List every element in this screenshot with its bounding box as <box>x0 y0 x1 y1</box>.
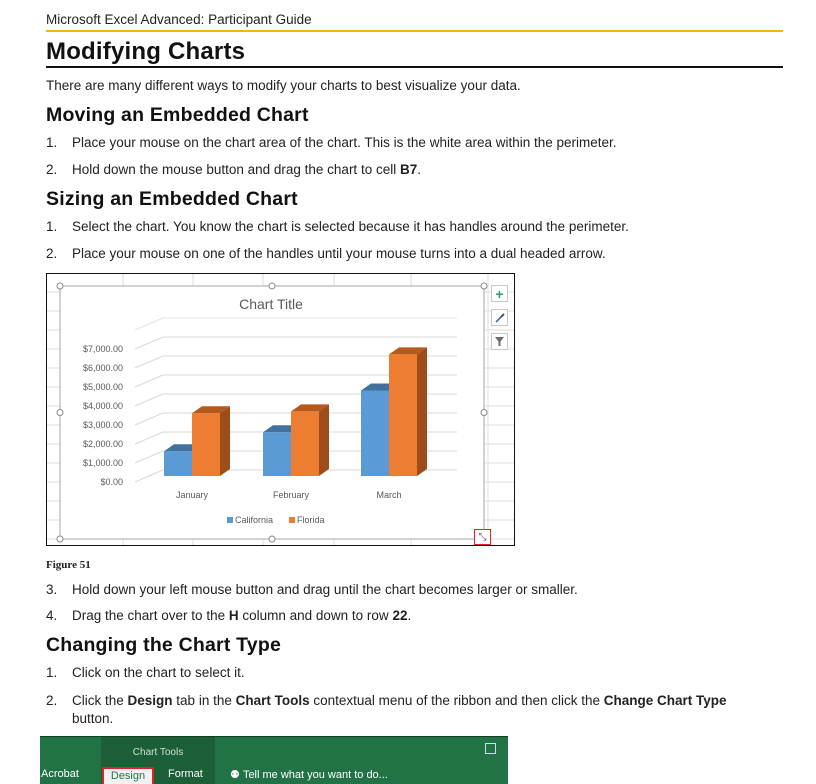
intro-text: There are many different ways to modify your charts to best visualize your data. <box>46 78 521 93</box>
tab-acrobat[interactable]: Acrobat <box>41 768 79 780</box>
lightbulb-icon: ⚉ <box>230 769 240 781</box>
ribbon-screenshot <box>40 736 508 784</box>
step-number: 2. <box>46 246 58 261</box>
step-number: 4. <box>46 608 58 623</box>
x-tick-label: March <box>376 490 402 500</box>
bar-side <box>220 406 230 476</box>
chart-title[interactable]: Chart Title <box>239 296 303 312</box>
step-text <box>72 162 421 177</box>
selection-handle <box>481 283 487 289</box>
section-heading-sizing: Sizing an Embedded Chart <box>46 188 298 210</box>
bar-side <box>417 347 427 476</box>
y-tick-label: $3,000.00 <box>82 420 123 430</box>
bar-front <box>389 354 417 476</box>
bar-florida-february <box>291 404 329 476</box>
bar-front <box>192 413 220 476</box>
bar-front <box>291 411 319 476</box>
embedded-chart[interactable] <box>47 274 515 546</box>
step-number: 3. <box>46 582 58 597</box>
step-text-part: . <box>417 162 421 177</box>
step-text-part: . <box>407 608 412 623</box>
tab-format[interactable]: Format <box>168 768 203 780</box>
chart-filters-button[interactable] <box>491 333 508 350</box>
step-text: Select the chart. You know the chart is selected because it has handles around the perimeter. <box>72 219 629 234</box>
list-item <box>46 135 786 153</box>
step-text-part: Hold down the mouse button and drag the chart to cell <box>72 162 400 177</box>
legend-swatch <box>227 517 233 523</box>
step-text-part: column and down to row <box>238 608 393 623</box>
plus-icon: + <box>495 285 504 302</box>
step-text: Place your mouse on one of the handles until your mouse turns into a dual headed arrow. <box>72 246 606 261</box>
title-rule <box>46 66 783 68</box>
y-tick-label: $1,000.00 <box>82 458 123 468</box>
selection-handle <box>57 410 63 416</box>
bar-florida-january <box>192 406 230 476</box>
step-text: Click on the chart to select it. <box>72 665 245 680</box>
bar-side <box>319 404 329 476</box>
brush-icon <box>494 312 505 323</box>
y-tick-label: $2,000.00 <box>82 439 123 449</box>
y-tick-label: $4,000.00 <box>82 401 123 411</box>
page-title: Modifying Charts <box>46 38 246 65</box>
legend-swatch <box>289 517 295 523</box>
ribbon-display-options-icon[interactable] <box>485 743 496 754</box>
tell-me-text: Tell me what you want to do... <box>242 769 388 781</box>
step-text-continued: button. <box>72 711 114 726</box>
list-item <box>46 219 786 237</box>
chart-tools-label: Chart Tools <box>132 747 184 758</box>
chart-elements-button[interactable] <box>491 285 508 302</box>
header-rule <box>46 30 783 32</box>
tab-reference: Design <box>127 693 173 708</box>
cell-reference: B7 <box>399 162 418 177</box>
y-tick-label: $0.00 <box>100 477 123 487</box>
x-tick-label: February <box>272 490 310 500</box>
list-item <box>46 665 786 683</box>
button-reference: Change Chart Type <box>603 693 727 708</box>
list-item <box>46 608 786 626</box>
step-number: 1. <box>46 135 58 150</box>
step-number: 1. <box>46 665 58 680</box>
legend-label: California <box>235 515 274 525</box>
step-text <box>72 693 727 708</box>
bar-florida-march <box>389 347 427 476</box>
column-reference: H <box>228 608 239 623</box>
tell-me-search[interactable] <box>230 768 388 781</box>
list-item <box>46 162 786 180</box>
step-text: Hold down your left mouse button and drag until the chart becomes larger or smaller. <box>72 582 578 597</box>
bar-front <box>164 451 192 476</box>
step-text: Place your mouse on the chart area of the chart. This is the white area within the perimeter. <box>72 135 617 150</box>
figure-caption: Figure 51 <box>46 559 91 571</box>
y-tick-label: $7,000.00 <box>82 344 123 354</box>
bar-front <box>263 432 291 476</box>
step-text <box>72 608 411 623</box>
list-item <box>46 693 786 733</box>
selection-handle <box>481 410 487 416</box>
funnel-icon <box>494 336 505 347</box>
step-text-part: contextual menu of the ribbon and then click the <box>309 693 604 708</box>
resize-cursor-icon: ⤡ <box>474 529 491 545</box>
chart-styles-button[interactable] <box>491 309 508 326</box>
step-text-part: Click the <box>72 693 128 708</box>
selection-handle <box>269 536 275 542</box>
selection-handle <box>57 283 63 289</box>
list-item <box>46 246 786 264</box>
bar-front <box>361 391 389 477</box>
menu-reference: Chart Tools <box>235 693 310 708</box>
step-text-part: tab in the <box>172 693 236 708</box>
y-tick-label: $5,000.00 <box>82 382 123 392</box>
step-text-part: Drag the chart over to the <box>72 608 229 623</box>
step-number: 2. <box>46 162 58 177</box>
x-tick-label: January <box>175 490 209 500</box>
row-reference: 22 <box>392 608 408 623</box>
section-heading-moving: Moving an Embedded Chart <box>46 104 309 126</box>
chart-screenshot <box>46 273 515 546</box>
tab-design[interactable]: Design <box>102 767 154 784</box>
legend-label: Florida <box>297 515 325 525</box>
list-item <box>46 582 786 600</box>
running-header: Microsoft Excel Advanced: Participant Guide <box>46 12 312 27</box>
y-tick-label: $6,000.00 <box>82 363 123 373</box>
step-number: 2. <box>46 693 58 708</box>
section-heading-changing: Changing the Chart Type <box>46 634 281 656</box>
selection-handle <box>57 536 63 542</box>
selection-handle <box>269 283 275 289</box>
step-number: 1. <box>46 219 58 234</box>
